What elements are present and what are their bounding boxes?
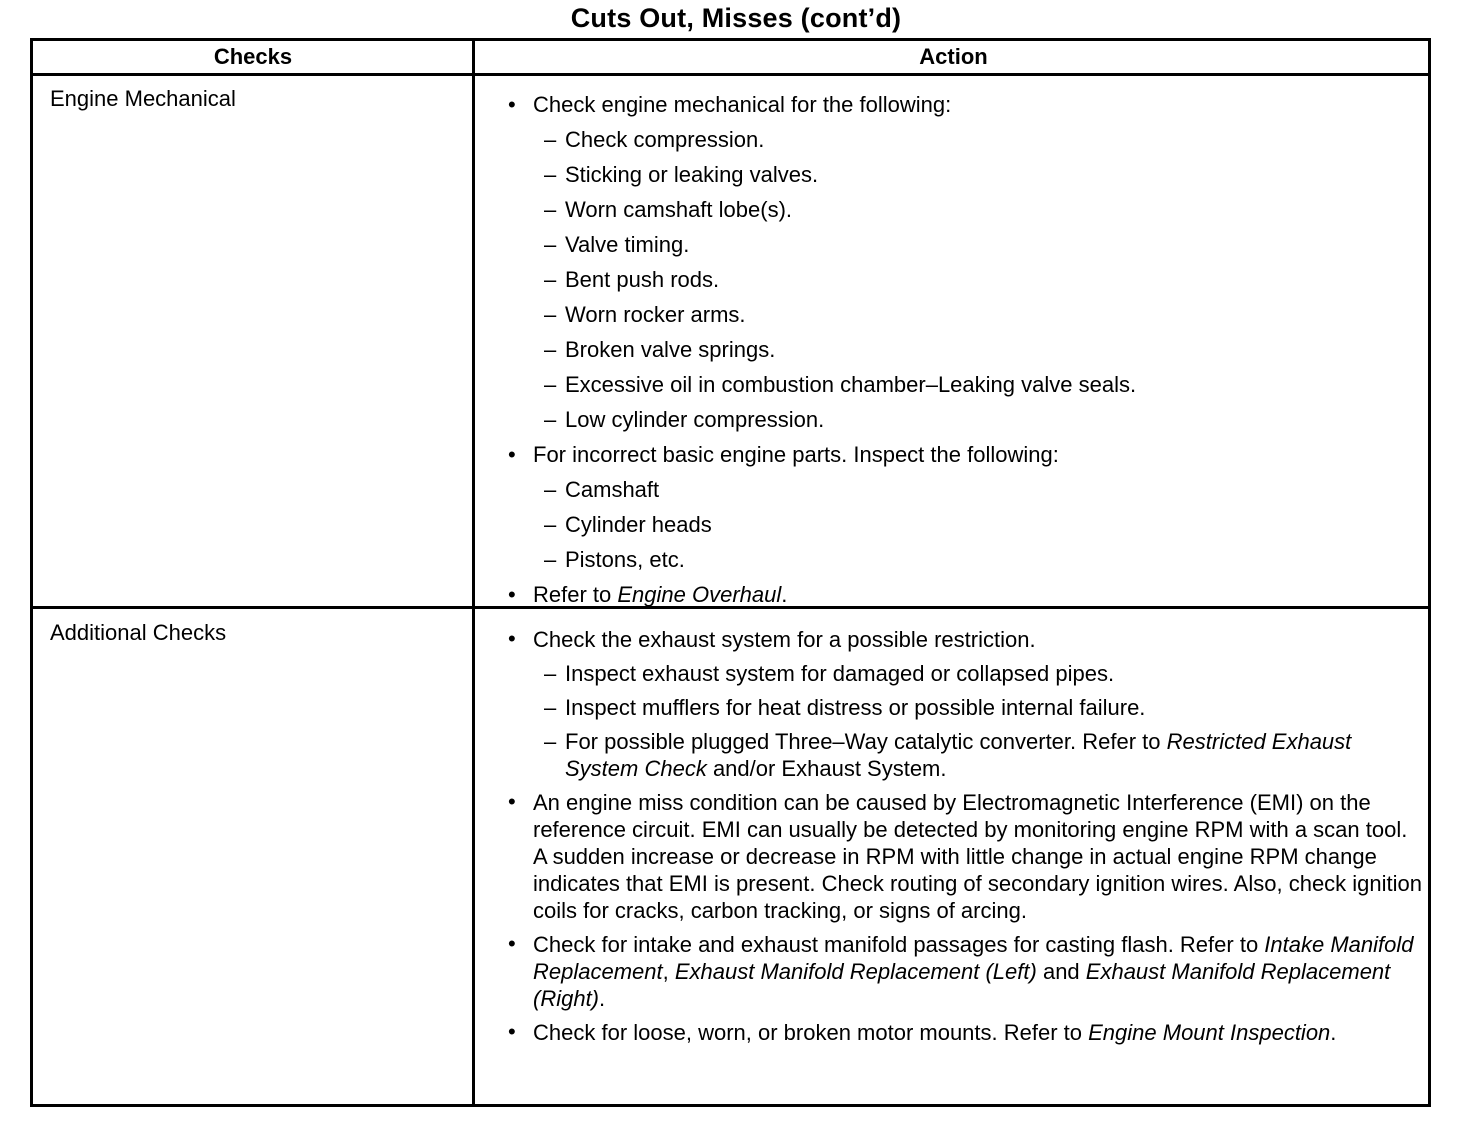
- reference-restricted-exhaust-system-check: Restricted Exhaust System Check: [565, 729, 1352, 781]
- bullet-text: • An engine miss condition can be caused by Electromagnetic Interference (EMI) on the reference circuit. EMI can usually be detected by monitoring engine RPM with a scan tool. A sudden increase or decrease in RPM with little change in actual engine RPM change indicates that EMI is present. Check routing of secondary ignition wires. Also, check ignition coils for cracks, carbon tracking, or signs of arcing.: [533, 790, 1423, 923]
- checks-column-header: Checks: [213, 44, 293, 69]
- sub-item: – Worn rocker arms.: [533, 297, 1419, 332]
- engine-mechanical-actions: [479, 87, 1419, 612]
- sub-item: – Check compression.: [533, 122, 1419, 157]
- text-segment: ,: [662, 959, 675, 984]
- bullet-text: • For incorrect basic engine parts. Inspect the following:: [533, 442, 1059, 467]
- reference-exhaust-manifold-replacement-left: Exhaust Manifold Replacement (Left): [674, 959, 1037, 984]
- text-segment: Check for loose, worn, or broken motor mounts. Refer to: [533, 1020, 1089, 1045]
- check-label-additional-checks: Additional Checks: [50, 620, 227, 645]
- sub-item: – Worn camshaft lobe(s).: [533, 192, 1419, 227]
- sub-list: [533, 660, 1425, 782]
- text-segment: and/or Exhaust System.: [706, 756, 947, 781]
- bullet-text: [533, 931, 1425, 1012]
- bullet-text: [533, 577, 1419, 612]
- text-segment: and: [1036, 959, 1086, 984]
- bullet-text: • Check the exhaust system for a possible restriction.: [533, 627, 1036, 652]
- text-segment: Refer to: [533, 582, 618, 607]
- action-column-header: Action: [919, 44, 988, 69]
- reference-engine-mount-inspection: Engine Mount Inspection: [1088, 1020, 1331, 1045]
- sub-item: – Bent push rods.: [533, 262, 1419, 297]
- text-segment: .: [1330, 1020, 1337, 1045]
- list-item: [509, 87, 1419, 437]
- table-header-row: [33, 41, 1428, 76]
- sub-item: – Valve timing.: [533, 227, 1419, 262]
- text-segment: For possible plugged Three–Way catalytic converter. Refer to: [565, 729, 1167, 754]
- sub-item: – Broken valve springs.: [533, 332, 1419, 367]
- reference-intake-manifold-replacement: Intake Manifold Replacement: [533, 932, 1414, 984]
- sub-item: – Inspect exhaust system for damaged or collapsed pipes.: [533, 660, 1425, 687]
- list-item: [509, 789, 1425, 924]
- list-item: [509, 437, 1419, 577]
- sub-list: [533, 122, 1419, 437]
- sub-item: – Sticking or leaking valves.: [533, 157, 1419, 192]
- text-segment: .: [781, 582, 788, 607]
- list-item: [509, 1019, 1425, 1046]
- sub-item: – Inspect mufflers for heat distress or possible internal failure.: [533, 694, 1425, 721]
- check-label-engine-mechanical: Engine Mechanical: [50, 86, 236, 111]
- checks-action-table: [30, 38, 1431, 1107]
- sub-item: – Low cylinder compression.: [533, 402, 1419, 437]
- sub-list: [533, 472, 1419, 577]
- additional-checks-actions: [479, 626, 1425, 1046]
- reference-engine-overhaul: Engine Overhaul: [617, 582, 782, 607]
- page-title: Cuts Out, Misses (cont’d): [570, 3, 902, 33]
- column-divider: [472, 41, 475, 1104]
- list-item: [509, 577, 1419, 612]
- sub-item: – Camshaft: [533, 472, 1419, 507]
- text-segment: Check for intake and exhaust manifold passages for casting flash. Refer to: [533, 932, 1265, 957]
- reference-exhaust-manifold-replacement-right: Exhaust Manifold Replacement (Right): [533, 959, 1391, 1011]
- bullet-text: • Check engine mechanical for the following:: [533, 92, 952, 117]
- sub-item: – Cylinder heads: [533, 507, 1419, 542]
- sub-item: – Pistons, etc.: [533, 542, 1419, 577]
- bullet-text: [533, 1019, 1425, 1046]
- list-item: [509, 931, 1425, 1012]
- sub-item: – Excessive oil in combustion chamber–Leaking valve seals.: [533, 367, 1419, 402]
- sub-item: [533, 728, 1425, 782]
- text-segment: .: [599, 986, 606, 1011]
- list-item: [509, 626, 1425, 782]
